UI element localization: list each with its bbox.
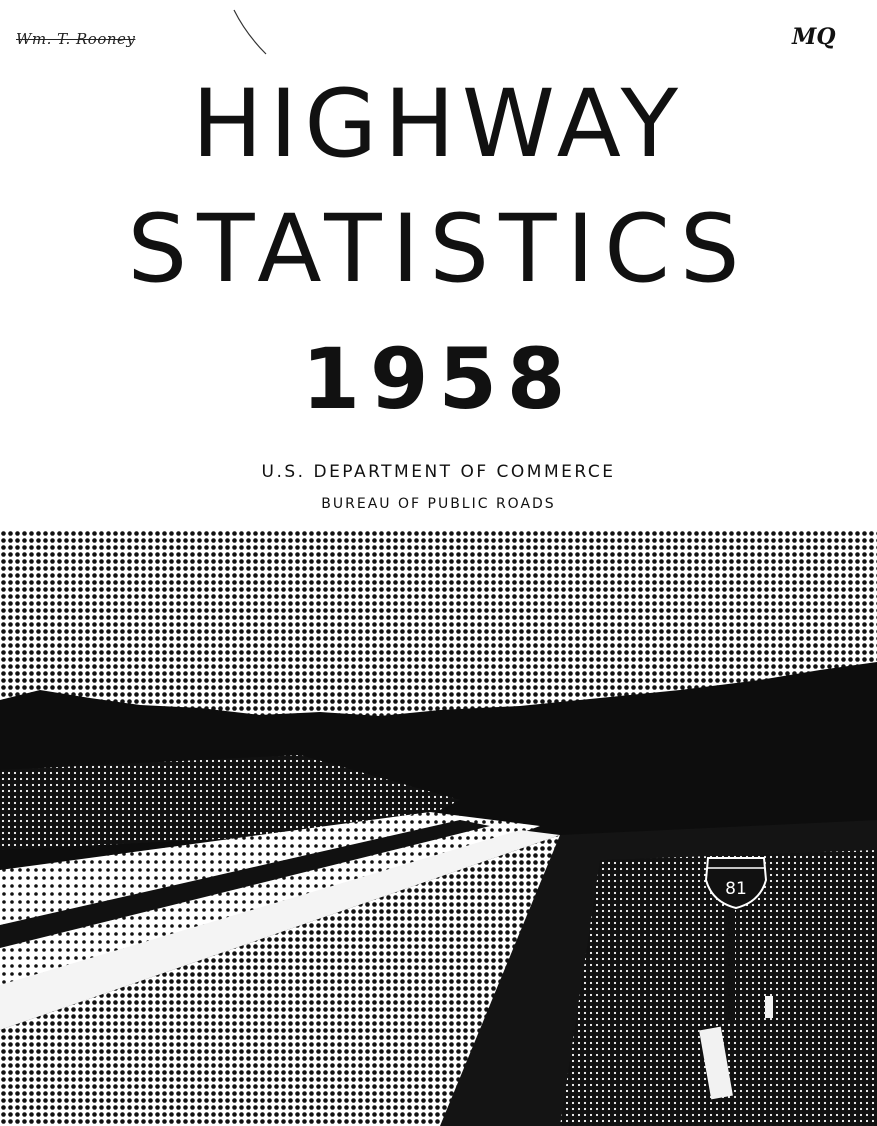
route-shield-number: 81 <box>725 879 747 899</box>
highway-photo <box>0 530 877 1126</box>
department-name: U.S. DEPARTMENT OF COMMERCE <box>261 462 616 482</box>
bureau-name: BUREAU OF PUBLIC ROADS <box>321 496 556 512</box>
pen-stroke-mark <box>232 8 272 56</box>
handwritten-initials: MQ <box>792 24 836 50</box>
title-highway: HIGHWAY <box>191 70 686 179</box>
guard-post-small <box>765 996 773 1018</box>
title-year: 1958 <box>301 330 576 428</box>
title-statistics: STATISTICS <box>127 195 750 304</box>
handwritten-signature: Wm. T. Rooney <box>16 30 136 48</box>
sign-post <box>725 900 735 1020</box>
